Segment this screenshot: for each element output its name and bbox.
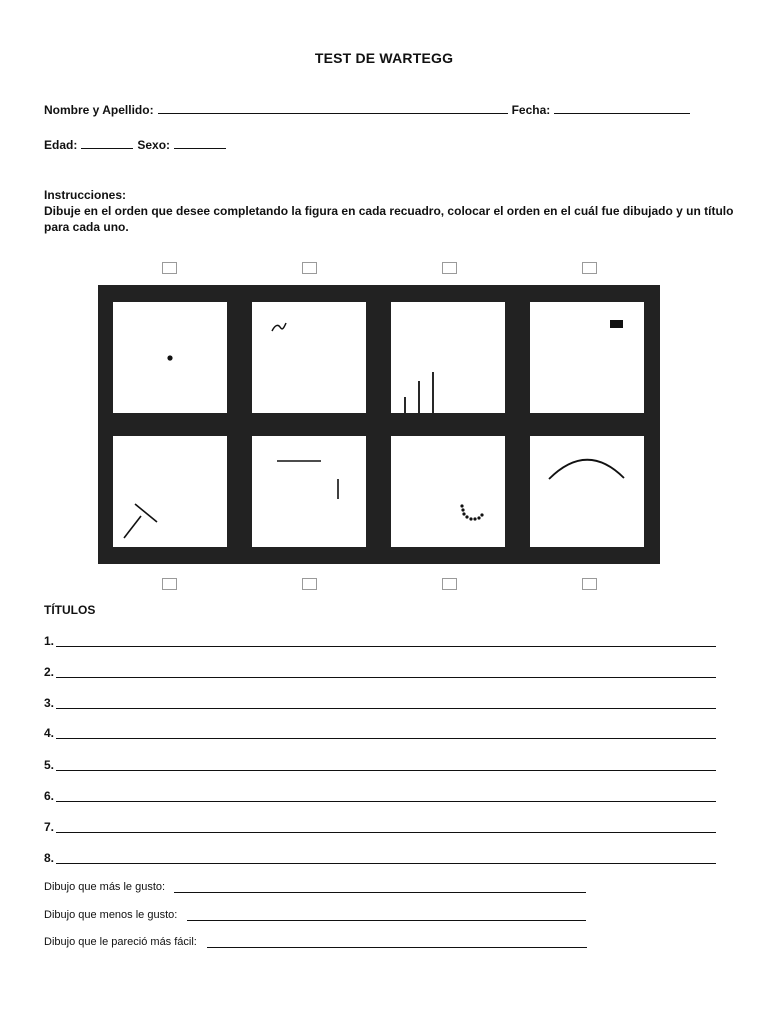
title-number: 8. — [44, 851, 55, 865]
large-arc-stimulus — [530, 436, 644, 547]
page-title: TEST DE WARTEGG — [314, 50, 454, 66]
title-input-line[interactable] — [56, 677, 716, 678]
order-checkbox-6[interactable] — [302, 578, 317, 590]
title-line-2[interactable] — [44, 665, 716, 681]
date-field[interactable] — [554, 103, 690, 114]
title-number: 7. — [44, 820, 55, 834]
three-lines-stimulus — [391, 302, 505, 413]
name-label: Nombre y Apellido: — [44, 103, 154, 117]
title-input-line[interactable] — [56, 646, 716, 647]
title-line-6[interactable] — [44, 789, 716, 805]
order-checkbox-8[interactable] — [582, 578, 597, 590]
title-input-line[interactable] — [56, 738, 716, 739]
drawing-cell-3[interactable] — [391, 302, 505, 413]
square-stimulus — [530, 302, 644, 413]
question-label: Dibujo que más le gusto: — [44, 881, 166, 893]
age-sex-row — [44, 138, 230, 152]
question-favorite — [44, 881, 589, 895]
age-label: Edad: — [44, 138, 78, 152]
title-number: 4. — [44, 726, 55, 740]
sex-field[interactable] — [174, 138, 226, 149]
name-field[interactable] — [158, 103, 508, 114]
title-number: 2. — [44, 665, 55, 679]
question-label: Dibujo que le pareció más fácil: — [44, 936, 197, 948]
title-input-line[interactable] — [56, 708, 716, 709]
drawing-cell-6[interactable] — [252, 436, 366, 547]
title-number: 5. — [44, 758, 55, 772]
sex-label: Sexo: — [137, 138, 171, 152]
answer-line[interactable] — [187, 920, 586, 921]
instructions-block — [44, 187, 734, 235]
drawing-cell-7[interactable] — [391, 436, 505, 547]
instructions-heading: Instrucciones: — [44, 188, 127, 202]
titles-heading: TÍTULOS — [44, 603, 96, 617]
order-checkbox-5[interactable] — [162, 578, 177, 590]
title-number: 3. — [44, 696, 55, 710]
title-number: 1. — [44, 634, 55, 648]
title-line-7[interactable] — [44, 820, 716, 836]
drawing-cell-8[interactable] — [530, 436, 644, 547]
answer-line[interactable] — [207, 947, 587, 948]
question-label: Dibujo que menos le gusto: — [44, 909, 178, 921]
title-input-line[interactable] — [56, 832, 716, 833]
order-checkbox-7[interactable] — [442, 578, 457, 590]
drawing-cell-5[interactable] — [113, 436, 227, 547]
order-checkbox-1[interactable] — [162, 262, 177, 274]
title-number: 6. — [44, 789, 55, 803]
name-date-row — [44, 103, 694, 117]
title-line-3[interactable] — [44, 696, 716, 712]
dotted-arc-stimulus — [391, 436, 505, 547]
question-least-favorite — [44, 909, 589, 923]
drawing-cell-1[interactable] — [113, 302, 227, 413]
drawing-cell-2[interactable] — [252, 302, 366, 413]
dot-stimulus — [113, 302, 227, 413]
diagonal-lines-stimulus — [113, 436, 227, 547]
wavy-line-stimulus — [252, 302, 366, 413]
title-line-8[interactable] — [44, 851, 716, 867]
title-line-4[interactable] — [44, 726, 716, 742]
title-line-5[interactable] — [44, 758, 716, 774]
title-input-line[interactable] — [56, 770, 716, 771]
age-field[interactable] — [81, 138, 133, 149]
lines-stimulus — [252, 436, 366, 547]
order-checkbox-3[interactable] — [442, 262, 457, 274]
answer-line[interactable] — [174, 892, 586, 893]
wartegg-grid — [98, 285, 660, 564]
instructions-text: Dibuje en el orden que desee completando la figura en cada recuadro, colocar el orden en el cuál fue dibujado y un título para cada uno. — [44, 204, 734, 234]
title-input-line[interactable] — [56, 801, 716, 802]
drawing-cell-4[interactable] — [530, 302, 644, 413]
title-line-1[interactable] — [44, 634, 716, 650]
order-checkbox-4[interactable] — [582, 262, 597, 274]
date-label: Fecha: — [511, 103, 551, 117]
question-easiest — [44, 936, 589, 950]
title-input-line[interactable] — [56, 863, 716, 864]
order-checkbox-2[interactable] — [302, 262, 317, 274]
